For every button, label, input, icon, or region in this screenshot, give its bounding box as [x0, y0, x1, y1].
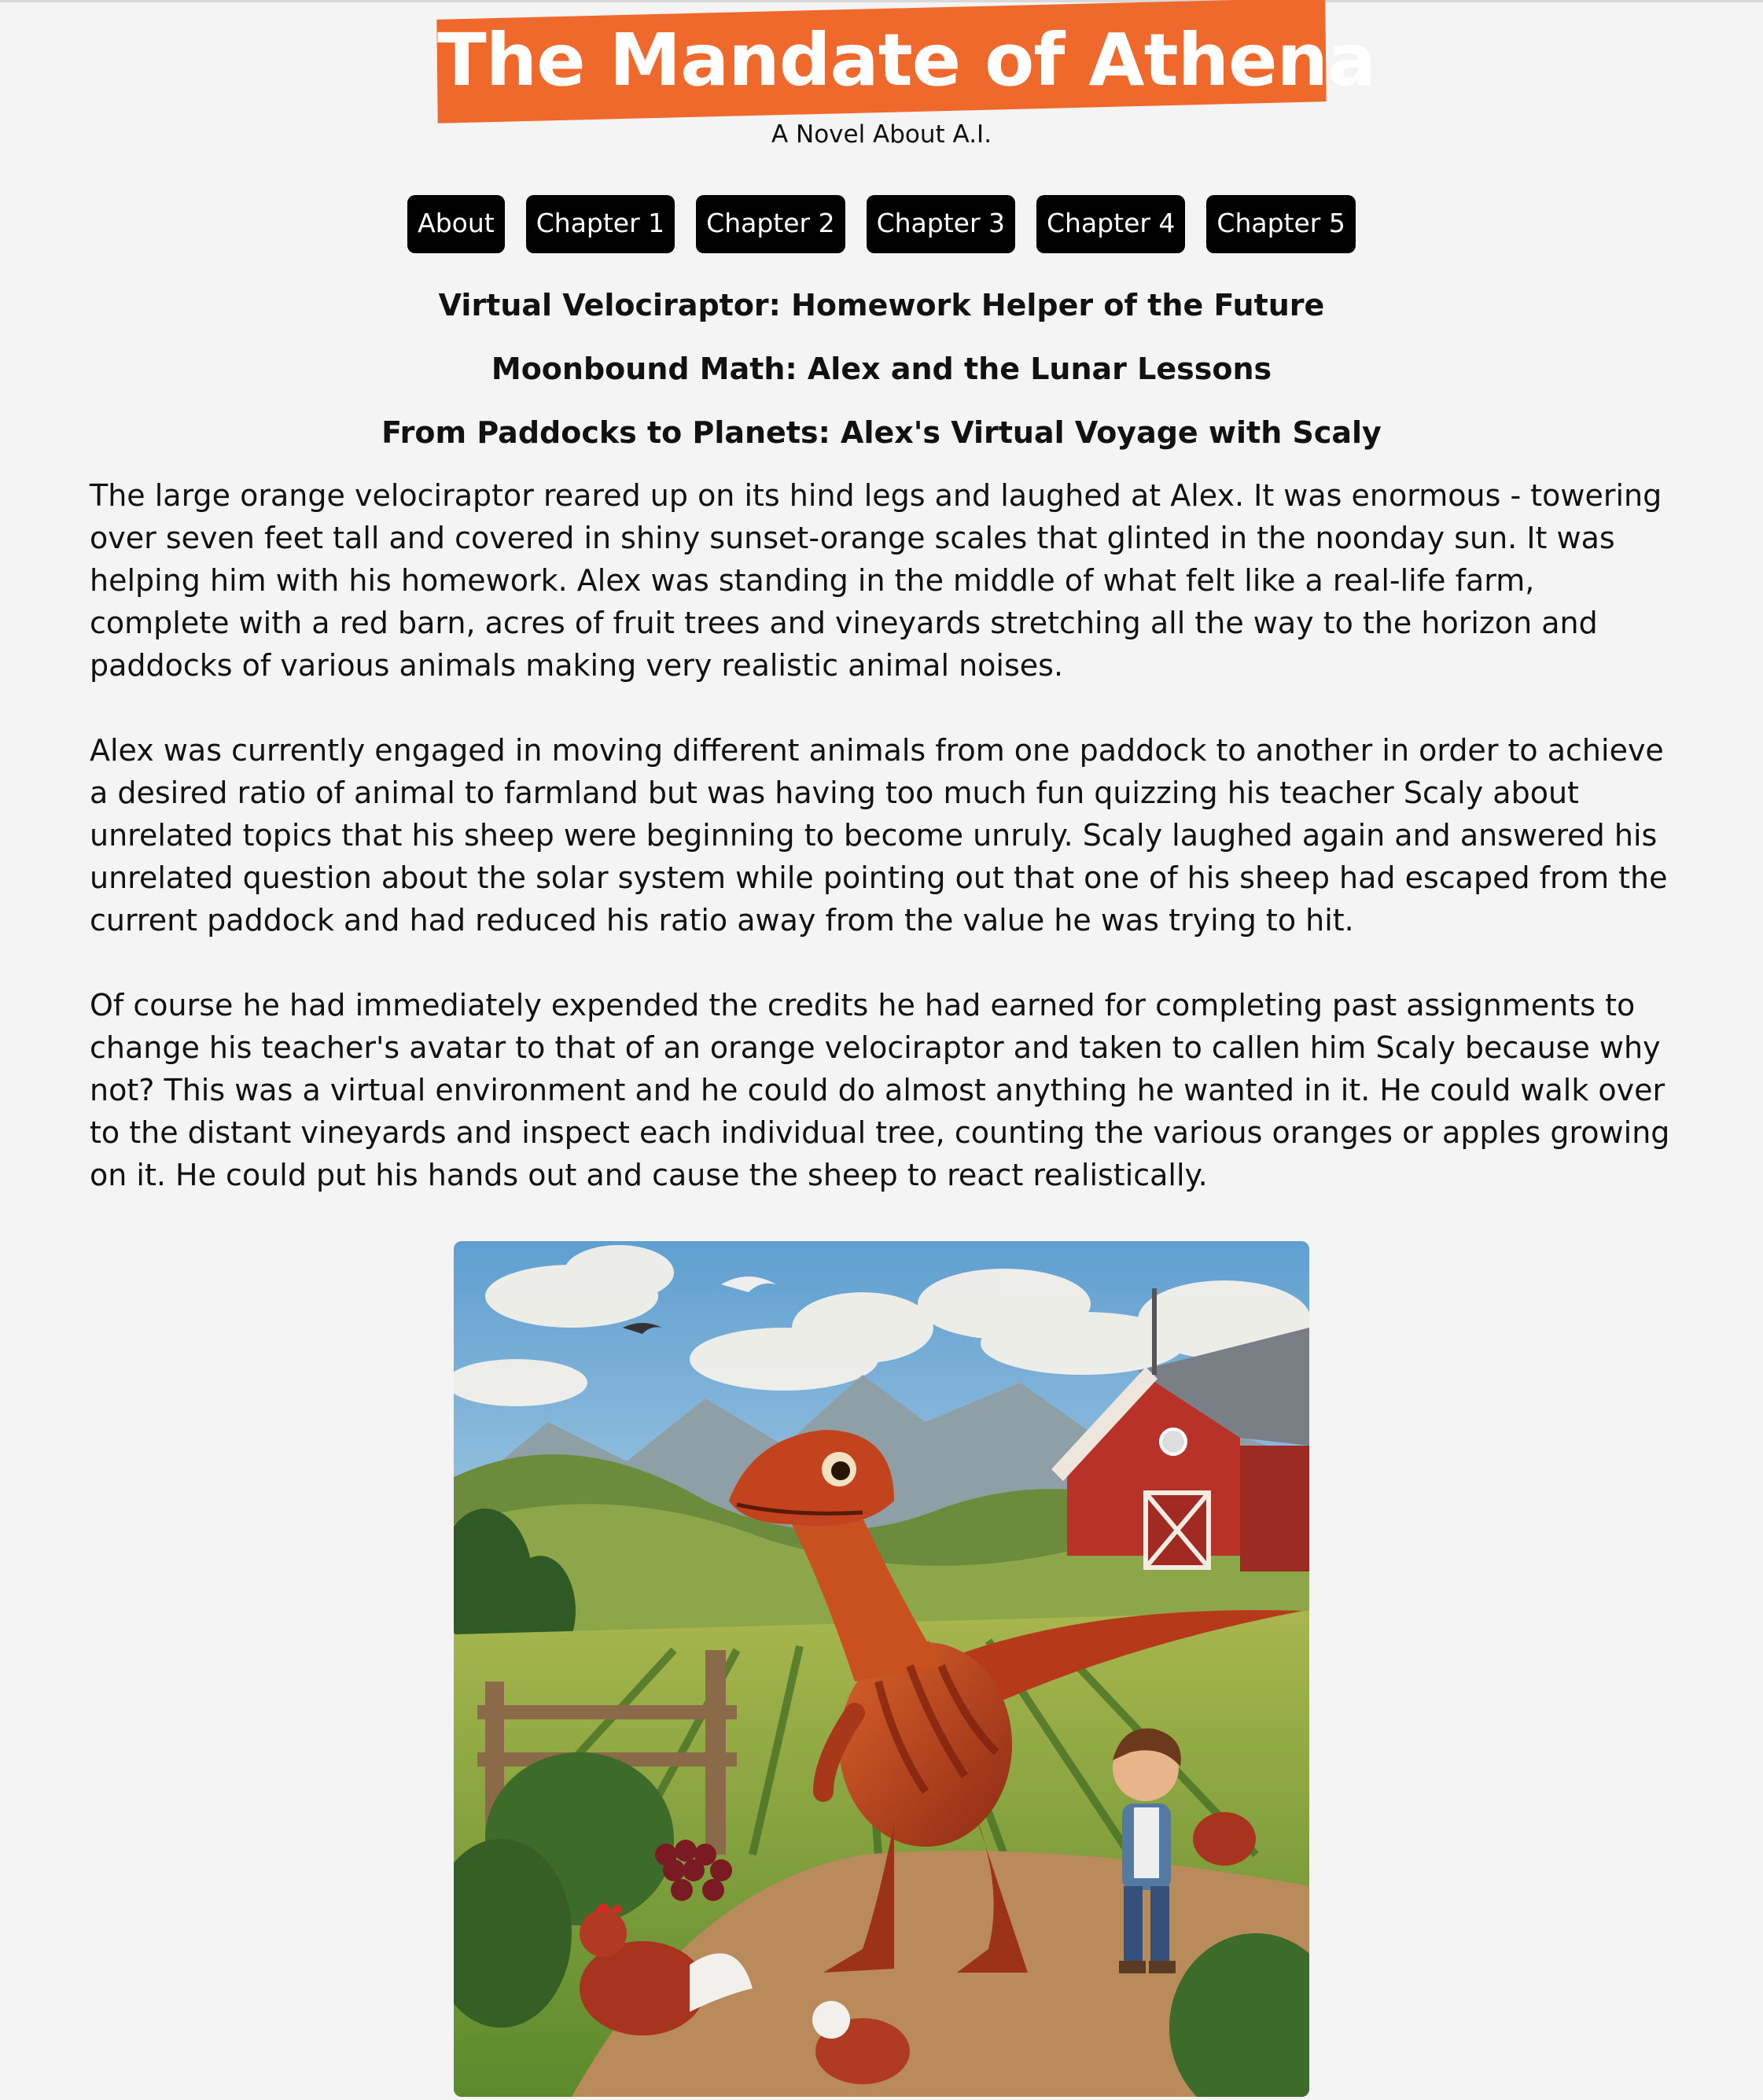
site-title[interactable]: The Mandate of Athena [437, 18, 1376, 102]
nav-chapter-4-button[interactable]: Chapter 4 [1036, 195, 1185, 253]
story-text [90, 474, 1678, 1239]
story-paragraph-1: The large orange velociraptor reared up on its hind legs and laughed at Alex. It was enormous - towering over seven feet tall and covered in shiny sunset-orange scales that glinted in the noonday sun. It was helping him with his homework. Alex was standing in the middle of what felt like a real-life farm, complete with a red barn, acres of fruit trees and vineyards stretching all the way to the horizon and paddocks of various animals making very realistic animal noises. [90, 478, 1662, 683]
chapter-heading-3: From Paddocks to Planets: Alex's Virtual Voyage with Scaly [381, 415, 1382, 450]
nav-chapter-3-button[interactable]: Chapter 3 [867, 195, 1015, 253]
story-paragraph-3: Of course he had immediately expended the credits he had earned for completing past assignments to change his teacher's avatar to that of an orange velociraptor and taken to callen him Scaly because why not? This was a virtual environment and he could do almost anything he wanted in it. He could walk over to the distant vineyards and inspect each individual tree, counting the various oranges or apples growing on it. He could put his hands out and cause the sheep to react realistically. [90, 988, 1670, 1192]
site-subtitle: A Novel About A.I. [771, 120, 992, 149]
nav-chapter-2-button[interactable]: Chapter 2 [696, 195, 845, 253]
nav-chapter-1-button[interactable]: Chapter 1 [526, 195, 675, 253]
chapter-nav [0, 195, 1763, 253]
chapter-heading-1: Virtual Velociraptor: Homework Helper of the Future [438, 288, 1325, 322]
velociraptor-farm-illustration [454, 1241, 1309, 2097]
site-title-banner[interactable] [437, 9, 1376, 112]
story-paragraph-2: Alex was currently engaged in moving different animals from one paddock to another in order to achieve a desired ratio of animal to farmland but was having too much fun quizzing his teacher Scaly about unrelated topics that his sheep were beginning to become unruly. Scaly laughed again and answered his unrelated question about the solar system while pointing out that one of his sheep had escaped from the current paddock and had reduced his ratio away from the value he was trying to hit. [90, 733, 1668, 938]
nav-chapter-5-button[interactable]: Chapter 5 [1206, 195, 1355, 253]
chapter-heading-2: Moonbound Math: Alex and the Lunar Lessons [491, 352, 1272, 386]
nav-about-button[interactable]: About [407, 195, 505, 253]
